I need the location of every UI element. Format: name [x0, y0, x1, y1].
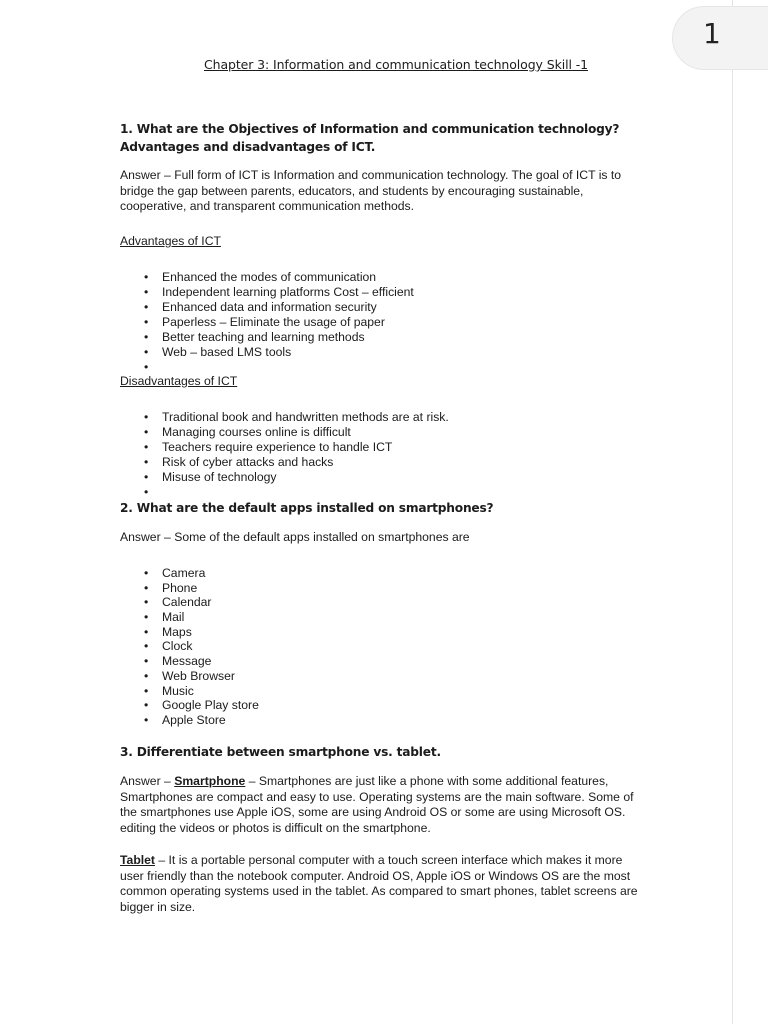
list-item: • Misuse of technology — [120, 470, 449, 485]
page-number-badge — [672, 6, 768, 70]
disadvantages-heading: Disadvantages of ICT — [120, 374, 238, 388]
smartphone-paragraph — [120, 774, 640, 836]
list-item: • Mail — [120, 610, 259, 625]
answer-1: Answer – Full form of ICT is Information and communication technology. The goal of ICT is to bridge the gap between parents, educators, and students by encouraging sustainable, cooperative, and transparent communication methods. — [120, 168, 622, 213]
tablet-paragraph — [120, 853, 640, 915]
question-3: 3. Differentiate between smartphone vs. tablet. — [120, 745, 441, 759]
tablet-term: Tablet — [120, 853, 155, 867]
list-item: • Independent learning platforms Cost – efficient — [120, 285, 414, 300]
smartphone-term: Smartphone — [174, 774, 246, 788]
list-item: • Google Play store — [120, 698, 259, 713]
chapter-title: Chapter 3: Information and communication technology Skill -1 — [204, 57, 588, 72]
list-item: • Web Browser — [120, 669, 259, 684]
list-item: • Camera — [120, 566, 259, 581]
advantages-heading: Advantages of ICT — [120, 234, 221, 248]
list-item: • Better teaching and learning methods — [120, 330, 414, 345]
advantages-list — [120, 270, 414, 375]
answer-prefix: Answer – — [120, 774, 175, 788]
list-item: • Apple Store — [120, 713, 259, 728]
question-2: 2. What are the default apps installed on smartphones? — [120, 501, 494, 515]
list-item: • Clock — [120, 639, 259, 654]
list-item: • Traditional book and handwritten methods are at risk. — [120, 410, 449, 425]
tablet-text: – It is a portable personal computer with a touch screen interface which makes it more user friendly than the notebook computer. Android OS, Apple iOS or Windows OS are the most common operating systems used in the tablet. As compared to smart phones, tablet screens are bigger in size. — [120, 853, 638, 914]
answer-2: Answer – Some of the default apps installed on smartphones are — [120, 530, 470, 544]
disadvantages-list — [120, 410, 449, 500]
smartphone-text: – Smartphones are just like a phone with some additional features, Smartphones are compact and easy to use. Operating systems are the main software. Some of the smartphones use Apple iOS, some are using Android OS or some are using Microsoft OS. editing the videos or photos is difficult on the smartphone. — [120, 774, 634, 835]
page-number: 1 — [703, 17, 721, 50]
question-1: 1. What are the Objectives of Information and communication technology? Advantages and disadvantages of ICT. — [120, 122, 620, 154]
list-item: • Phone — [120, 581, 259, 596]
list-item: • Message — [120, 654, 259, 669]
list-item: • Paperless – Eliminate the usage of paper — [120, 315, 414, 330]
list-item: • Managing courses online is difficult — [120, 425, 449, 440]
list-item — [120, 485, 449, 500]
list-item: • Music — [120, 684, 259, 699]
list-item: • Enhanced the modes of communication — [120, 270, 414, 285]
list-item: • Maps — [120, 625, 259, 640]
list-item: • Web – based LMS tools — [120, 345, 414, 360]
list-item: • Enhanced data and information security — [120, 300, 414, 315]
list-item — [120, 360, 414, 375]
apps-list — [120, 566, 259, 728]
list-item: • Teachers require experience to handle ICT — [120, 440, 449, 455]
list-item: • Calendar — [120, 595, 259, 610]
list-item: • Risk of cyber attacks and hacks — [120, 455, 449, 470]
